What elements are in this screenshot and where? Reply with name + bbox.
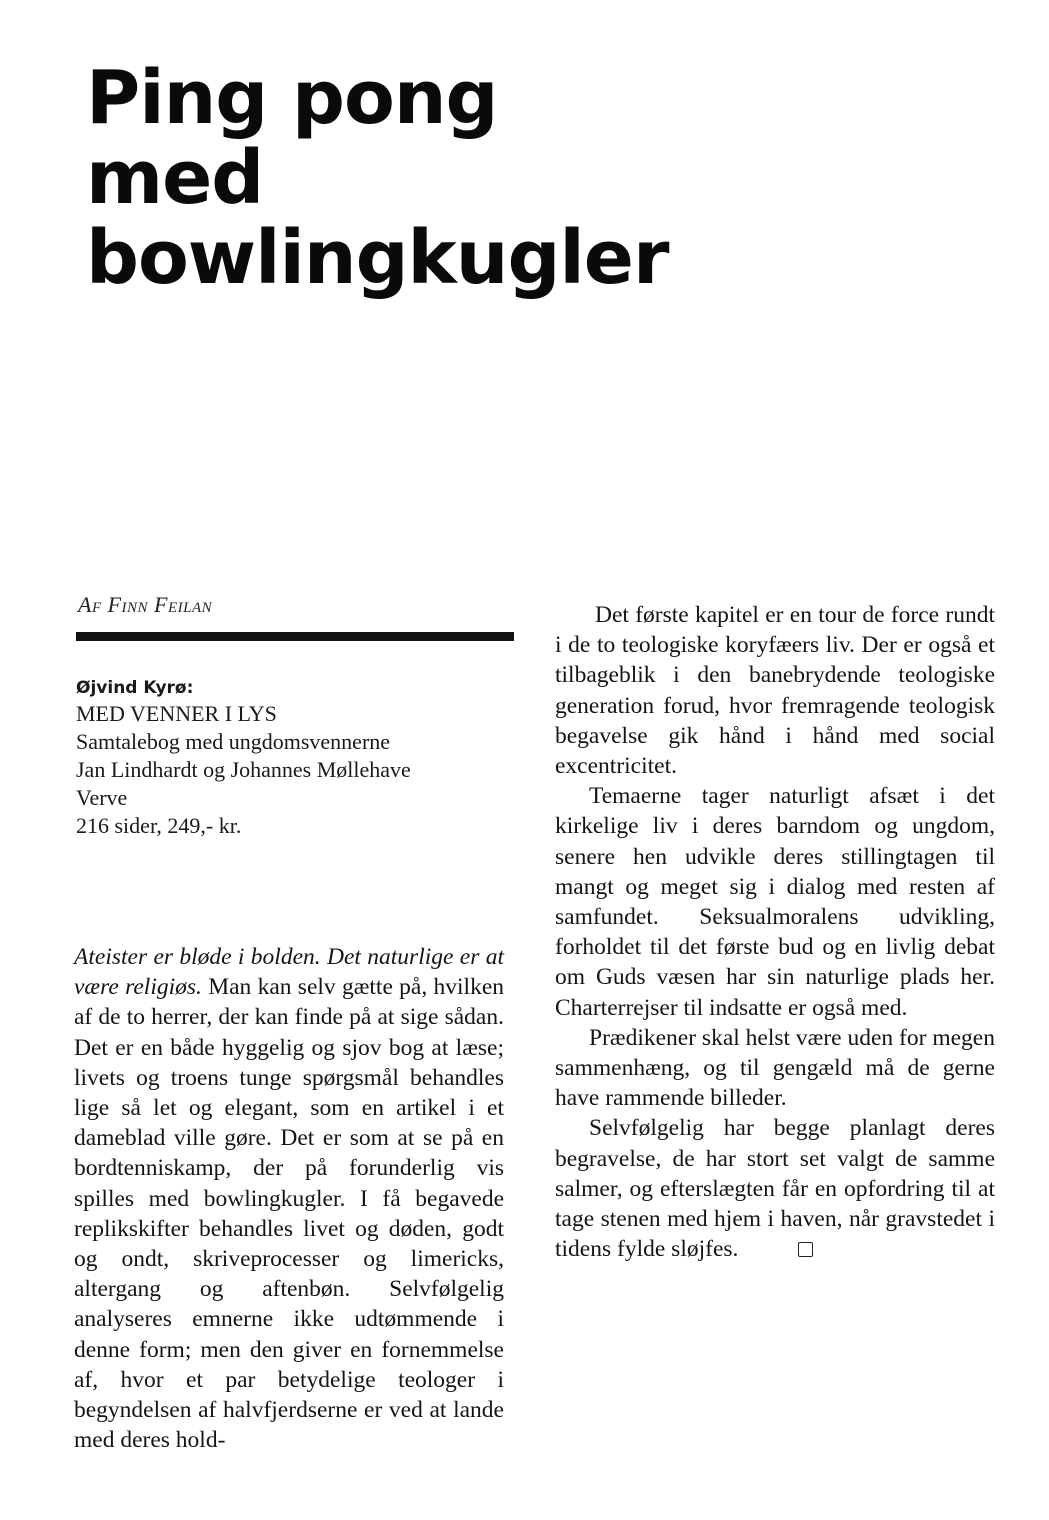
right-column <box>555 600 995 1264</box>
book-author: Øjvind Kyrø: <box>76 678 194 698</box>
book-info-box <box>76 676 411 840</box>
left-body-text: Man kan selv gætte på, hvilken af de to herrer, der kan finde på at sige sådan. Det er en både hyggelig og sjov bog at læse; livets og troens tunge spørgsmål behandles lige så let og elegant, som en artikel i et dameblad ville gøre. Det er som at se på en bordtenniskamp, der på forunderlig vis spilles med bowlingkugler. I få begavede replikskifter behandles livet og døden, godt og ondt, skriveprocesser og limericks, altergang og aftenbøn. Selvfølgelig analyseres emnerne ikke udtømmende i denne form; men den giver en fornemmelse af, hvor et par betydelige teologer i begyndelsen af halvfjerdserne er ved at lande med deres hold- <box>74 974 504 1454</box>
book-subtitle: Samtalebog med ungdomsvennerne <box>76 729 391 754</box>
byline-name: Finn Feilan <box>107 592 213 617</box>
end-of-article-icon <box>798 1242 813 1257</box>
right-paragraph-4-text: Selvfølgelig har begge planlagt deres begravelse, de har stort set valgt de samme salmer, og efterslægten får en opfordring til at tage stenen med hjem i haven, når gravstedet i tidens fylde sløjfes. <box>555 1115 995 1263</box>
byline-prefix: Af <box>78 592 102 617</box>
title-line-2: med <box>86 135 264 221</box>
left-paragraph <box>74 942 504 1455</box>
book-people: Jan Lindhardt og Johannes Møllehave <box>76 757 411 782</box>
right-paragraph-1: Det første kapitel er en tour de force rundt i de to teologiske koryfæers liv. Der er også et tilbageblik i den banebrydende teologiske generation forud, hvor fremragende teologisk begavelse gik hånd i hånd med social excentricitet. <box>555 602 995 780</box>
title-line-1: Ping pong <box>86 55 498 141</box>
right-paragraph-2: Temaerne tager naturligt afsæt i det kirkelige liv i deres barndom og ungdom, senere hen udvikle deres stillingtagen til mangt og meget sig i dialog med resten af samfundet. Seksualmoralens udvikling, forholdet til det første bud og en livlig debat om Guds væsen har sin naturlige plads her. Charterrejser til indsatte er også med. <box>555 783 995 1021</box>
book-details: 216 sider, 249,- kr. <box>76 813 242 838</box>
article-title <box>86 55 669 301</box>
byline-divider <box>76 632 514 641</box>
book-title: MED VENNER I LYS <box>76 701 277 726</box>
byline <box>78 592 212 618</box>
title-line-3: bowlingkugler <box>86 215 669 301</box>
book-publisher: Verve <box>76 785 128 810</box>
lead-quote: Ateister er bløde i bolden. Det naturlige er at være religiøs. <box>74 944 504 1001</box>
right-paragraph-3: Prædikener skal helst være uden for megen sammenhæng, og til gengæld må de gerne have rammende billeder. <box>555 1024 995 1112</box>
right-paragraph-4 <box>555 1113 995 1264</box>
left-column <box>74 942 504 1455</box>
